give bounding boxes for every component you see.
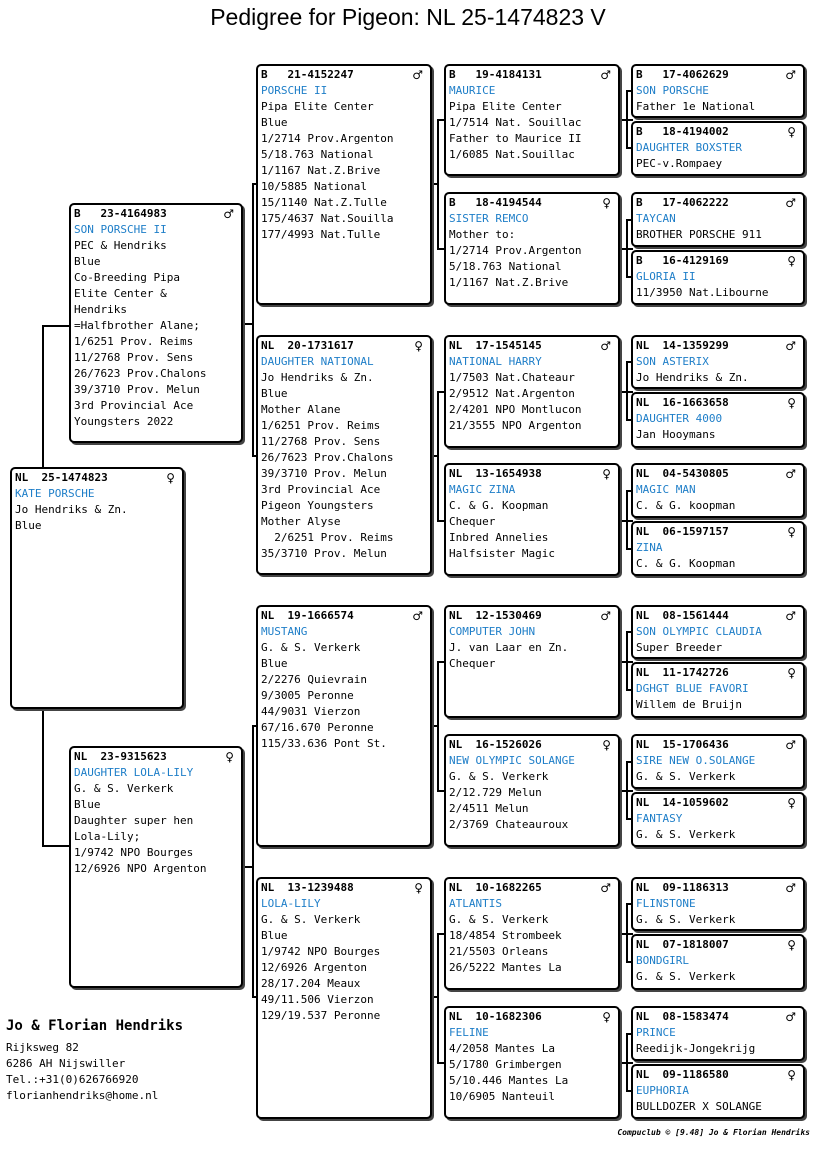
pigeon-card-g9[interactable] — [631, 605, 805, 659]
pigeon-detail-line: 39/3710 Prov. Melun — [74, 383, 200, 396]
pigeon-card-sire[interactable] — [69, 203, 243, 443]
pigeon-detail-line: 1/7514 Nat. Souillac — [449, 116, 582, 129]
pigeon-name: KATE PORSCHE — [15, 487, 95, 500]
female-icon: ♀ — [602, 196, 611, 210]
male-icon: ♂ — [785, 738, 796, 752]
pigeon-detail-line: G. & S. Verkerk — [636, 828, 736, 841]
ring-number — [15, 470, 179, 486]
pigeon-card-sire-dam[interactable] — [256, 335, 432, 575]
pigeon-name: LOLA-LILY — [261, 897, 321, 910]
ring-text: NL 15-1706436 — [636, 738, 729, 751]
pigeon-detail-line: Elite Center & — [74, 287, 167, 300]
pigeon-detail-line: 5/10.446 Mantes La — [449, 1074, 569, 1087]
male-icon: ♂ — [223, 207, 234, 221]
pigeon-detail-line: G. & S. Verkerk — [636, 970, 736, 983]
ring-text: NL 10-1682306 — [449, 1010, 542, 1023]
female-icon: ♀ — [787, 1068, 796, 1082]
ring-number — [449, 608, 615, 624]
ring-text: NL 25-1474823 — [15, 471, 108, 484]
pigeon-name: DAUGHTER LOLA-LILY — [74, 766, 194, 779]
pigeon-detail-line: 35/3710 Prov. Melun — [261, 547, 387, 560]
connector-line — [42, 325, 44, 467]
pigeon-name: TAYCAN — [636, 212, 676, 225]
pigeon-card-dam-sire[interactable] — [256, 605, 432, 847]
pigeon-detail-line: Jo Hendriks & Zn. — [261, 371, 374, 384]
connector-line — [626, 490, 628, 549]
pigeon-detail-line: 9/3005 Peronne — [261, 689, 354, 702]
connector-line — [626, 219, 628, 277]
ring-text: NL 06-1597157 — [636, 525, 729, 538]
male-icon: ♂ — [785, 196, 796, 210]
pigeon-detail-line: Blue — [261, 116, 288, 129]
pigeon-card-g6[interactable] — [631, 392, 805, 448]
ring-text: B 18-4194544 — [449, 196, 542, 209]
pigeon-name: PORSCHE II — [261, 84, 328, 97]
ring-number — [636, 124, 800, 140]
pigeon-detail-line: 21/5503 Orleans — [449, 945, 549, 958]
connector-line — [437, 119, 439, 249]
male-icon: ♂ — [785, 1010, 796, 1024]
ring-number — [636, 524, 800, 540]
owner-address-line: Rijksweg 82 — [6, 1041, 79, 1054]
pigeon-name: DAUGHTER BOXSTER — [636, 141, 742, 154]
pigeon-detail-line: Halfsister Magic — [449, 547, 555, 560]
pigeon-card-g16[interactable] — [631, 1064, 805, 1119]
pigeon-detail-line: 10/5885 National — [261, 180, 367, 193]
pigeon-card-g5[interactable] — [631, 335, 805, 389]
ring-text: NL 11-1742726 — [636, 666, 729, 679]
pigeon-name: GLORIA II — [636, 270, 696, 283]
ring-text: NL 14-1359299 — [636, 339, 729, 352]
ring-number — [449, 67, 615, 83]
pigeon-card-g12[interactable] — [631, 792, 805, 847]
ring-number — [449, 466, 615, 482]
male-icon: ♂ — [785, 68, 796, 82]
male-icon: ♂ — [412, 609, 423, 623]
pigeon-detail-line: BULLDOZER X SOLANGE — [636, 1100, 762, 1113]
pigeon-detail-line: Father to Maurice II — [449, 132, 582, 145]
pigeon-name: FLINSTONE — [636, 897, 696, 910]
male-icon: ♂ — [785, 339, 796, 353]
pigeon-detail-line: 2/2276 Quievrain — [261, 673, 367, 686]
pigeon-name: SISTER REMCO — [449, 212, 529, 225]
pigeon-detail-line: 3rd Provincial Ace — [74, 399, 194, 412]
pigeon-detail-line: Pipa Elite Center — [261, 100, 374, 113]
pigeon-detail-line: 1/9742 NPO Bourges — [261, 945, 381, 958]
pigeon-detail-line: 2/6251 Prov. Reims — [261, 531, 394, 544]
pigeon-detail-line: Jo Hendriks & Zn. — [636, 371, 749, 384]
pigeon-detail-line: Reedijk-Jongekrijg — [636, 1042, 756, 1055]
ring-text: NL 08-1583474 — [636, 1010, 729, 1023]
connector-line — [252, 725, 254, 997]
pigeon-detail-line: 26/7623 Prov.Chalons — [261, 451, 394, 464]
ring-number — [636, 608, 800, 624]
ring-text: NL 13-1654938 — [449, 467, 542, 480]
owner-email[interactable]: florianhendriks@home.nl — [6, 1089, 159, 1102]
pigeon-detail-line: G. & S. Verkerk — [449, 770, 549, 783]
pigeon-detail-line: 21/3555 NPO Argenton — [449, 419, 582, 432]
connector-line — [626, 1033, 628, 1091]
pigeon-detail-line: 15/1140 Nat.Z.Tulle — [261, 196, 387, 209]
pigeon-detail-line: Blue — [261, 387, 288, 400]
pigeon-detail-line: C. & G. Koopman — [636, 557, 736, 570]
pigeon-detail-line: 1/7503 Nat.Chateaur — [449, 371, 575, 384]
pigeon-detail-line: 2/4201 NPO Montlucon — [449, 403, 582, 416]
pigeon-card-dss[interactable] — [444, 605, 620, 718]
pigeon-card-ddd[interactable] — [444, 1006, 620, 1119]
pigeon-detail-line: Lola-Lily; — [74, 830, 141, 843]
pigeon-detail-line: 2/9512 Nat.Argenton — [449, 387, 575, 400]
pigeon-detail-line: Blue — [261, 929, 288, 942]
pigeon-card-g1[interactable] — [631, 64, 805, 118]
owner-name: Jo & Florian Hendriks — [6, 1018, 184, 1034]
ring-text: NL 12-1530469 — [449, 609, 542, 622]
pigeon-name: COMPUTER JOHN — [449, 625, 536, 638]
pigeon-detail-line: Chequer — [449, 657, 496, 670]
pigeon-detail-line: PEC-v.Rompaey — [636, 157, 723, 170]
pigeon-name: ZINA — [636, 541, 663, 554]
pigeon-name: MAGIC ZINA — [449, 483, 516, 496]
pigeon-card-g8[interactable] — [631, 521, 805, 576]
pigeon-card-g2[interactable] — [631, 121, 805, 176]
ring-number — [636, 466, 800, 482]
pigeon-name: NEW OLYMPIC SOLANGE — [449, 754, 575, 767]
ring-number — [636, 937, 800, 953]
pigeon-card-sds[interactable] — [444, 335, 620, 448]
connector-line — [42, 325, 71, 327]
ring-number — [636, 195, 800, 211]
ring-text: NL 08-1561444 — [636, 609, 729, 622]
pigeon-detail-line: 49/11.506 Vierzon — [261, 993, 374, 1006]
female-icon: ♀ — [602, 738, 611, 752]
pigeon-detail-line: 11/3950 Nat.Libourne — [636, 286, 769, 299]
ring-number — [449, 880, 615, 896]
ring-number — [74, 749, 238, 765]
pigeon-detail-line: Father 1e National — [636, 100, 756, 113]
pigeon-detail-line: Jo Hendriks & Zn. — [15, 503, 128, 516]
female-icon: ♀ — [787, 666, 796, 680]
pigeon-detail-line: Willem de Bruijn — [636, 698, 742, 711]
pigeon-detail-line: 1/9742 NPO Bourges — [74, 846, 194, 859]
ring-text: B 17-4062222 — [636, 196, 729, 209]
connector-line — [626, 361, 628, 420]
pigeon-card-sss[interactable] — [444, 64, 620, 176]
pigeon-detail-line: 5/18.763 National — [449, 260, 562, 273]
ring-text: NL 17-1545145 — [449, 339, 542, 352]
pigeon-name: DGHGT BLUE FAVORI — [636, 682, 749, 695]
pigeon-detail-line: 28/17.204 Meaux — [261, 977, 361, 990]
female-icon: ♀ — [787, 525, 796, 539]
pigeon-name: SON ASTERIX — [636, 355, 709, 368]
pigeon-detail-line: 12/6926 Argenton — [261, 961, 367, 974]
female-icon: ♀ — [787, 938, 796, 952]
ring-number — [636, 737, 800, 753]
connector-line — [626, 903, 628, 962]
pigeon-detail-line: Youngsters 2022 — [74, 415, 174, 428]
pigeon-card-sire-sire[interactable] — [256, 64, 432, 305]
female-icon: ♀ — [225, 750, 234, 764]
pigeon-detail-line: 10/6905 Nanteuil — [449, 1090, 555, 1103]
pigeon-detail-line: BROTHER PORSCHE 911 — [636, 228, 762, 241]
male-icon: ♂ — [600, 68, 611, 82]
ring-number — [636, 67, 800, 83]
pigeon-name: FANTASY — [636, 812, 683, 825]
pigeon-card-g14[interactable] — [631, 934, 805, 990]
ring-number — [636, 395, 800, 411]
pigeon-detail-line: C. & G. Koopman — [449, 499, 549, 512]
ring-number — [261, 608, 427, 624]
pigeon-name: EUPHORIA — [636, 1084, 689, 1097]
female-icon: ♀ — [414, 881, 423, 895]
pigeon-detail-line: Mother Alyse — [261, 515, 341, 528]
ring-text: NL 16-1526026 — [449, 738, 542, 751]
pigeon-detail-line: 1/6251 Prov. Reims — [261, 419, 381, 432]
pigeon-detail-line: PEC & Hendriks — [74, 239, 167, 252]
pigeon-detail-line: 67/16.670 Peronne — [261, 721, 374, 734]
ring-number — [636, 880, 800, 896]
female-icon: ♀ — [602, 1010, 611, 1024]
ring-text: NL 09-1186313 — [636, 881, 729, 894]
ring-text: NL 19-1666574 — [261, 609, 354, 622]
female-icon: ♀ — [414, 339, 423, 353]
ring-number — [636, 795, 800, 811]
pigeon-detail-line: 39/3710 Prov. Melun — [261, 467, 387, 480]
connector-line — [437, 391, 439, 521]
pigeon-card-g13[interactable] — [631, 877, 805, 931]
pigeon-name: DAUGHTER 4000 — [636, 412, 723, 425]
ring-text: B 21-4152247 — [261, 68, 354, 81]
pigeon-detail-line: Mother to: — [449, 228, 516, 241]
female-icon: ♀ — [787, 796, 796, 810]
pigeon-name: SON OLYMPIC CLAUDIA — [636, 625, 762, 638]
male-icon: ♂ — [600, 339, 611, 353]
pigeon-detail-line: 1/2714 Prov.Argenton — [449, 244, 582, 257]
ring-text: B 16-4129169 — [636, 254, 729, 267]
ring-text: B 18-4194002 — [636, 125, 729, 138]
pigeon-detail-line: 4/2058 Mantes La — [449, 1042, 555, 1055]
pigeon-detail-line: Blue — [261, 657, 288, 670]
pigeon-detail-line: 2/4511 Melun — [449, 802, 529, 815]
footer-credit: Compuclub © [9.48] Jo & Florian Hendriks — [617, 1128, 810, 1137]
ring-number — [636, 338, 800, 354]
ring-text: NL 14-1059602 — [636, 796, 729, 809]
ring-number — [261, 67, 427, 83]
male-icon: ♂ — [785, 467, 796, 481]
pigeon-detail-line: Pigeon Youngsters — [261, 499, 374, 512]
ring-number — [261, 338, 427, 354]
owner-phone: Tel.:+31(0)626766920 — [6, 1073, 139, 1086]
owner-address-line: 6286 AH Nijswiller — [6, 1057, 126, 1070]
pigeon-name: MUSTANG — [261, 625, 308, 638]
pigeon-name: SON PORSCHE II — [74, 223, 167, 236]
ring-text: NL 07-1818007 — [636, 938, 729, 951]
pigeon-name: SON PORSCHE — [636, 84, 709, 97]
ring-number — [449, 338, 615, 354]
ring-text: NL 23-9315623 — [74, 750, 167, 763]
pigeon-detail-line: Inbred Annelies — [449, 531, 549, 544]
pigeon-name: NATIONAL HARRY — [449, 355, 542, 368]
connector-line — [437, 661, 439, 791]
pigeon-detail-line: 12/6926 NPO Argenton — [74, 862, 207, 875]
pigeon-name: PRINCE — [636, 1026, 676, 1039]
pigeon-detail-line: Blue — [74, 255, 101, 268]
pigeon-detail-line: Hendriks — [74, 303, 127, 316]
pigeon-detail-line: G. & S. Verkerk — [636, 770, 736, 783]
pigeon-detail-line: 1/6085 Nat.Souillac — [449, 148, 575, 161]
pigeon-detail-line: G. & S. Verkerk — [636, 913, 736, 926]
pigeon-card-g4[interactable] — [631, 250, 805, 305]
ring-text: B 23-4164983 — [74, 207, 167, 220]
pigeon-detail-line: Super Breeder — [636, 641, 723, 654]
pigeon-card-g15[interactable] — [631, 1006, 805, 1061]
pigeon-detail-line: Blue — [15, 519, 42, 532]
pigeon-detail-line: Jan Hooymans — [636, 428, 716, 441]
ring-text: NL 20-1731617 — [261, 339, 354, 352]
female-icon: ♀ — [787, 254, 796, 268]
pigeon-name: MAGIC MAN — [636, 483, 696, 496]
pigeon-card-g10[interactable] — [631, 662, 805, 718]
ring-number — [636, 253, 800, 269]
pigeon-card-dam[interactable] — [69, 746, 243, 988]
ring-text: NL 10-1682265 — [449, 881, 542, 894]
ring-number — [74, 206, 238, 222]
pigeon-detail-line: G. & S. Verkerk — [74, 782, 174, 795]
female-icon: ♀ — [166, 471, 175, 485]
pigeon-name: FELINE — [449, 1026, 489, 1039]
pigeon-card-sdd[interactable] — [444, 463, 620, 576]
ring-number — [449, 195, 615, 211]
female-icon: ♀ — [787, 396, 796, 410]
ring-number — [636, 1067, 800, 1083]
pigeon-card-g11[interactable] — [631, 734, 805, 789]
pigeon-name: SIRE NEW O.SOLANGE — [636, 754, 756, 767]
male-icon: ♂ — [600, 609, 611, 623]
ring-text: NL 04-5430805 — [636, 467, 729, 480]
connector-line — [42, 709, 44, 847]
pigeon-card-dam-dam[interactable] — [256, 877, 432, 1119]
pigeon-name: MAURICE — [449, 84, 496, 97]
pigeon-detail-line: 44/9031 Vierzon — [261, 705, 361, 718]
pigeon-detail-line: 1/2714 Prov.Argenton — [261, 132, 394, 145]
connector-line — [252, 183, 254, 457]
pigeon-detail-line: Blue — [74, 798, 101, 811]
pigeon-detail-line: 2/12.729 Melun — [449, 786, 542, 799]
connector-line — [626, 90, 628, 148]
female-icon: ♀ — [602, 467, 611, 481]
female-icon: ♀ — [787, 125, 796, 139]
pigeon-detail-line: 26/7623 Prov.Chalons — [74, 367, 207, 380]
pigeon-detail-line: Co-Breeding Pipa — [74, 271, 180, 284]
pigeon-detail-line: C. & G. koopman — [636, 499, 736, 512]
connector-line — [437, 933, 439, 1063]
pigeon-detail-line: 3rd Provincial Ace — [261, 483, 381, 496]
pigeon-detail-line: J. van Laar en Zn. — [449, 641, 569, 654]
pigeon-detail-line: =Halfbrother Alane; — [74, 319, 200, 332]
ring-text: NL 16-1663658 — [636, 396, 729, 409]
ring-number — [636, 1009, 800, 1025]
ring-number — [449, 737, 615, 753]
pigeon-detail-line: 175/4637 Nat.Souilla — [261, 212, 394, 225]
ring-number — [449, 1009, 615, 1025]
pigeon-detail-line: 129/19.537 Peronne — [261, 1009, 381, 1022]
pigeon-name: ATLANTIS — [449, 897, 502, 910]
pigeon-card-dds[interactable] — [444, 877, 620, 990]
pigeon-detail-line: 5/1780 Grimbergen — [449, 1058, 562, 1071]
pigeon-card-ssd[interactable] — [444, 192, 620, 305]
pigeon-detail-line: 11/2768 Prov. Sens — [74, 351, 194, 364]
pigeon-detail-line: 1/6251 Prov. Reims — [74, 335, 194, 348]
pigeon-detail-line: Chequer — [449, 515, 496, 528]
pigeon-name: BONDGIRL — [636, 954, 689, 967]
pigeon-detail-line: G. & S. Verkerk — [261, 913, 361, 926]
male-icon: ♂ — [785, 881, 796, 895]
ring-number — [261, 880, 427, 896]
ring-text: B 19-4184131 — [449, 68, 542, 81]
ring-text: NL 13-1239488 — [261, 881, 354, 894]
pigeon-detail-line: 26/5222 Mantes La — [449, 961, 562, 974]
pigeon-card-g3[interactable] — [631, 192, 805, 247]
pigeon-card-subject[interactable] — [10, 467, 184, 709]
male-icon: ♂ — [600, 881, 611, 895]
pigeon-detail-line: 1/1167 Nat.Z.Brive — [449, 276, 569, 289]
pigeon-detail-line: Mother Alane — [261, 403, 341, 416]
pigeon-detail-line: 177/4993 Nat.Tulle — [261, 228, 381, 241]
pigeon-detail-line: 115/33.636 Pont St. — [261, 737, 387, 750]
pigeon-detail-line: G. & S. Verkerk — [261, 641, 361, 654]
pigeon-card-g7[interactable] — [631, 463, 805, 518]
ring-text: B 17-4062629 — [636, 68, 729, 81]
connector-line — [626, 761, 628, 819]
pigeon-detail-line: Pipa Elite Center — [449, 100, 562, 113]
connector-line — [626, 631, 628, 690]
pigeon-detail-line: Daughter super hen — [74, 814, 194, 827]
pigeon-detail-line: G. & S. Verkerk — [449, 913, 549, 926]
connector-line — [42, 845, 71, 847]
pigeon-name: DAUGHTER NATIONAL — [261, 355, 374, 368]
male-icon: ♂ — [412, 68, 423, 82]
pigeon-detail-line: 11/2768 Prov. Sens — [261, 435, 381, 448]
pigeon-detail-line: 2/3769 Chateauroux — [449, 818, 569, 831]
page-title: Pedigree for Pigeon: NL 25-1474823 V — [210, 4, 606, 30]
male-icon: ♂ — [785, 609, 796, 623]
pigeon-detail-line: 18/4854 Strombeek — [449, 929, 562, 942]
ring-text: NL 09-1186580 — [636, 1068, 729, 1081]
owner-info — [6, 1018, 183, 1104]
pigeon-detail-line: 1/1167 Nat.Z.Brive — [261, 164, 381, 177]
pigeon-card-dsd[interactable] — [444, 734, 620, 847]
ring-number — [636, 665, 800, 681]
pigeon-detail-line: 5/18.763 National — [261, 148, 374, 161]
